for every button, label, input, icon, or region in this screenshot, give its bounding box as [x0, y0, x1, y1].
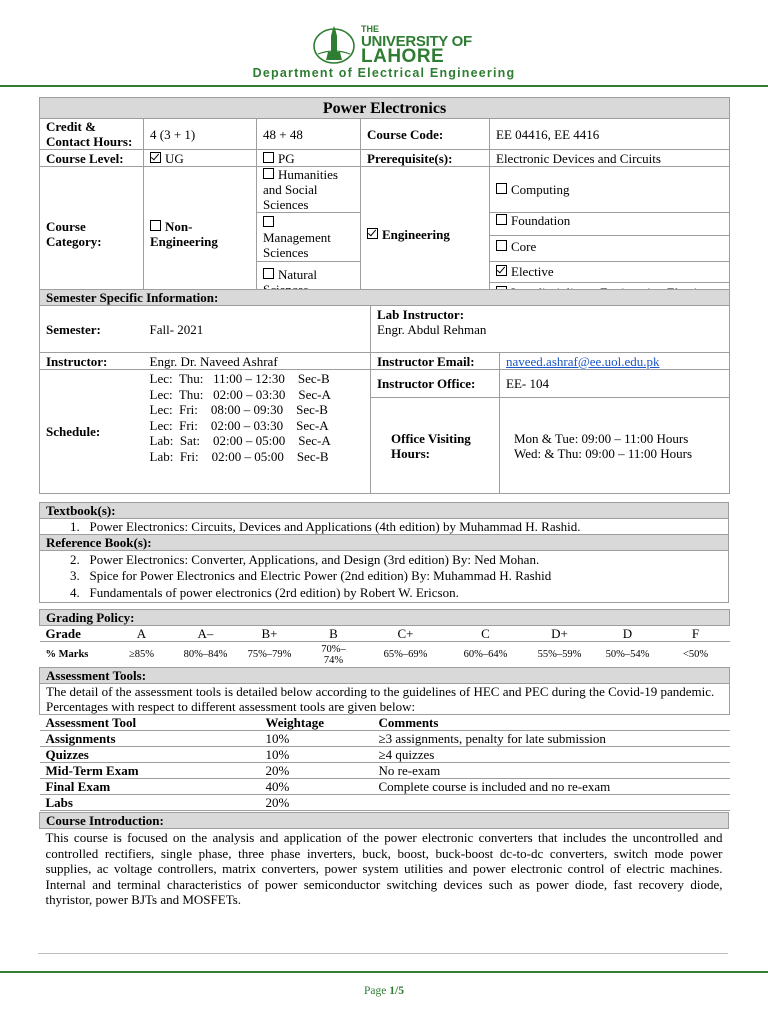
semester-section-title: Semester Specific Information:: [40, 290, 730, 306]
university-city: LAHORE: [361, 46, 445, 67]
assessment-weight: 20%: [260, 763, 373, 779]
engineering-option[interactable]: Engineering: [367, 227, 450, 242]
assessment-tool: Quizzes: [45, 747, 89, 762]
assessment-tool: Labs: [45, 795, 73, 810]
assessment-weight: 10%: [260, 731, 373, 747]
university-logo-icon: [312, 22, 356, 64]
page-label: Page: [364, 985, 387, 997]
checkbox-empty-icon[interactable]: [263, 152, 274, 163]
semester-label: Semester:: [46, 321, 101, 337]
table-row: [40, 763, 730, 779]
marks-value: 80%–84%: [174, 642, 238, 668]
grade-value: B: [302, 626, 366, 642]
assessment-comment: Complete course is included and no re-exam: [373, 779, 730, 795]
university-the: THE: [361, 24, 379, 34]
grading-table: [39, 609, 730, 668]
checkbox-empty-icon[interactable]: [263, 168, 274, 179]
checkbox-empty-icon[interactable]: [496, 214, 507, 225]
grade-label: Grade: [45, 626, 81, 641]
marks-value: 50%–54%: [594, 642, 662, 668]
instructor-office-value: EE- 104: [500, 370, 730, 398]
marks-value: 65%–69%: [366, 642, 446, 668]
textbook-item: Power Electronics: Circuits, Devices and Applications (4th edition) by Muhammad H. Rashid.: [89, 519, 581, 534]
grade-value: D: [594, 626, 662, 642]
assessment-tool: Final Exam: [45, 779, 111, 794]
grade-value: C: [446, 626, 526, 642]
marks-value: 55%–59%: [526, 642, 594, 668]
reference-section-title: Reference Book(s):: [40, 535, 729, 551]
schedule-list: [150, 371, 331, 464]
course-level-label: Course Level:: [46, 150, 124, 166]
schedule-entry: Lab: Fri: 02:00 – 05:00 Sec-B: [149, 448, 329, 464]
visiting-hours-2: Wed: & Thu: 09:00 – 11:00 Hours: [514, 445, 693, 461]
humanities-option[interactable]: Humanities and Social Sciences: [257, 167, 361, 213]
grade-value: C+: [366, 626, 446, 642]
checkbox-checked-icon[interactable]: [367, 228, 378, 239]
checkbox-empty-icon[interactable]: [496, 183, 507, 194]
instructor-email-link[interactable]: naveed.ashraf@ee.uol.edu.pk: [506, 353, 660, 369]
semester-table: [39, 289, 730, 494]
computing-option[interactable]: Computing: [490, 167, 730, 213]
books-table: Textbook(s): 1. Power Electronics: Circuits, Devices and Applications (4th edition) by Muhammad H. Rashid. Reference Book(s): 2. Power Electronics: Converter, Applications, and Design (3rd edition) By: Ned Mohan. 3. Spice for Power Electronics and Electric Power (2nd edition) By: Muhammad H. Rashid 4. Fundamentals of power electronics (2rd edition) by Robert W. Ericson.: [39, 502, 729, 603]
semester-value: Fall- 2021: [144, 306, 371, 353]
checkbox-empty-icon[interactable]: [263, 268, 274, 279]
assessment-comment: ≥3 assignments, penalty for late submission: [373, 731, 730, 747]
elective-option[interactable]: Elective: [490, 262, 729, 283]
foundation-core-cell: [490, 213, 730, 262]
page-header: [0, 0, 768, 88]
checkbox-checked-icon[interactable]: [496, 265, 507, 276]
instructor-value: Engr. Dr. Naveed Ashraf: [144, 353, 371, 370]
assessment-weight: 20%: [260, 795, 373, 811]
university-name: UNIVERSITY OF: [361, 33, 472, 50]
checkbox-checked-icon[interactable]: [150, 152, 161, 163]
assessment-weight: 40%: [260, 779, 373, 795]
visiting-hours-1: Mon & Tue: 09:00 – 11:00 Hours: [514, 430, 689, 446]
course-info-table: [39, 97, 730, 302]
natural-sciences-option[interactable]: Natural: [257, 262, 361, 302]
assessment-description: The detail of the assessment tools is detailed below according to the guidelines of HEC and PEC during the Covid-19 pandemic. Percentages with respect to different assessment tools are given below:: [40, 684, 730, 715]
footer-divider: [0, 971, 768, 973]
marks-value: 75%–79%: [238, 642, 302, 668]
credit-value: 4 (3 + 1): [144, 119, 257, 150]
level-pg-label: PG: [278, 150, 295, 166]
page-number: [0, 985, 768, 997]
marks-value: 60%–64%: [446, 642, 526, 668]
table-row: [40, 779, 730, 795]
marks-value: 70%–74%: [302, 642, 366, 668]
course-code-label: Course Code:: [367, 126, 444, 142]
prerequisite-label: Prerequisite(s):: [367, 150, 453, 166]
assessment-table: [39, 667, 730, 811]
reference-item: Spice for Power Electronics and Electric Power (2nd edition) By: Muhammad H. Rashid: [89, 568, 552, 584]
schedule-entry: Lec: Fri: 02:00 – 03:30 Sec-A: [149, 417, 329, 433]
header-divider: [0, 85, 768, 87]
schedule-entry: Lec: Fri: 08:00 – 09:30 Sec-B: [149, 402, 328, 417]
department-title: Department of Electrical Engineering: [252, 66, 516, 80]
grade-value: A: [110, 626, 174, 642]
assessment-tool: Mid-Term Exam: [45, 763, 139, 778]
instructor-office-label: Instructor Office:: [377, 376, 476, 391]
grade-value: A–: [174, 626, 238, 642]
table-row: [40, 747, 730, 763]
level-ug-option[interactable]: [144, 150, 257, 167]
instructor-email-label: Instructor Email:: [377, 353, 475, 369]
assessment-header-weight: Weightage: [265, 715, 324, 730]
assessment-tool: Assignments: [45, 731, 116, 746]
table-row: [40, 795, 730, 811]
prerequisite-value: Electronic Devices and Circuits: [490, 150, 730, 167]
marks-value: <50%: [662, 642, 730, 668]
assessment-comment: ≥4 quizzes: [373, 747, 730, 763]
textbook-section-title: Textbook(s):: [40, 503, 729, 519]
footer-divider-gray: [38, 953, 728, 954]
course-intro-table: [39, 812, 729, 910]
assessment-comment: No re-exam: [373, 763, 730, 779]
management-option[interactable]: Management Sciences: [257, 213, 361, 262]
assessment-header-comments: Comments: [378, 715, 439, 730]
credit-label: Credit & Contact Hours:: [46, 119, 133, 149]
marks-label: % Marks: [45, 649, 89, 660]
marks-value: ≥85%: [110, 642, 174, 668]
course-intro-title: Course Introduction:: [40, 813, 729, 829]
grade-value: B+: [238, 626, 302, 642]
reference-item: Power Electronics: Converter, Applications, and Design (3rd edition) By: Ned Mohan.: [89, 551, 540, 567]
office-visiting-label: Office Visiting Hours:: [391, 430, 471, 461]
foundation-option[interactable]: Foundation: [490, 213, 729, 236]
course-code-value: EE 04416, EE 4416: [490, 119, 730, 150]
page-value: 1/5: [389, 985, 404, 997]
grading-section-title: Grading Policy:: [40, 610, 730, 626]
contact-value: 48 + 48: [257, 119, 361, 150]
schedule-entry: Lec: Thu: 02:00 – 03:30 Sec-A: [149, 386, 331, 402]
assessment-comment: [373, 795, 730, 811]
checkbox-empty-icon[interactable]: [496, 240, 507, 251]
assessment-weight: 10%: [260, 747, 373, 763]
non-engineering-option[interactable]: Non-Engineering: [150, 219, 218, 249]
level-ug-label: UG: [165, 150, 184, 166]
checkbox-empty-icon[interactable]: [150, 220, 161, 231]
lab-instructor-value: Engr. Abdul Rehman: [377, 322, 487, 337]
assessment-section-title: Assessment Tools:: [40, 668, 730, 684]
schedule-entry: Lab: Sat: 02:00 – 05:00 Sec-A: [149, 433, 331, 448]
level-pg-option[interactable]: [257, 150, 361, 167]
grade-value: D+: [526, 626, 594, 642]
course-category-label: Course Category:: [46, 219, 102, 249]
schedule-label: Schedule:: [46, 424, 101, 439]
core-option[interactable]: Core: [496, 236, 723, 261]
course-intro-text: This course is focused on the analysis and application of the power electronic converters that includes the uncontrolled and controlled rectifiers, single phase, three phase inverters, buck, boost, buck-boost dc-to-dc converters, switch mode power supplies, ac voltage controllers, matrix converters, power system utilities and power electronic control of electric machines. Internal and terminal characteristics of power semiconductor switching devices such as power diode, fast recovery diode, thyristor, power BJTs and MOSFETs.: [45, 830, 723, 907]
reference-item: Fundamentals of power electronics (2rd edition) by Robert W. Ericson.: [89, 584, 459, 600]
checkbox-empty-icon[interactable]: [263, 216, 274, 227]
table-row: [40, 731, 730, 747]
lab-instructor-label: Lab Instructor:: [377, 307, 465, 322]
instructor-label: Instructor:: [46, 353, 108, 369]
assessment-header-tool: Assessment Tool: [45, 715, 137, 730]
grade-value: F: [662, 626, 730, 642]
schedule-entry: Lec: Thu: 11:00 – 12:30 Sec-B: [149, 371, 330, 386]
course-title: Power Electronics: [40, 98, 730, 119]
